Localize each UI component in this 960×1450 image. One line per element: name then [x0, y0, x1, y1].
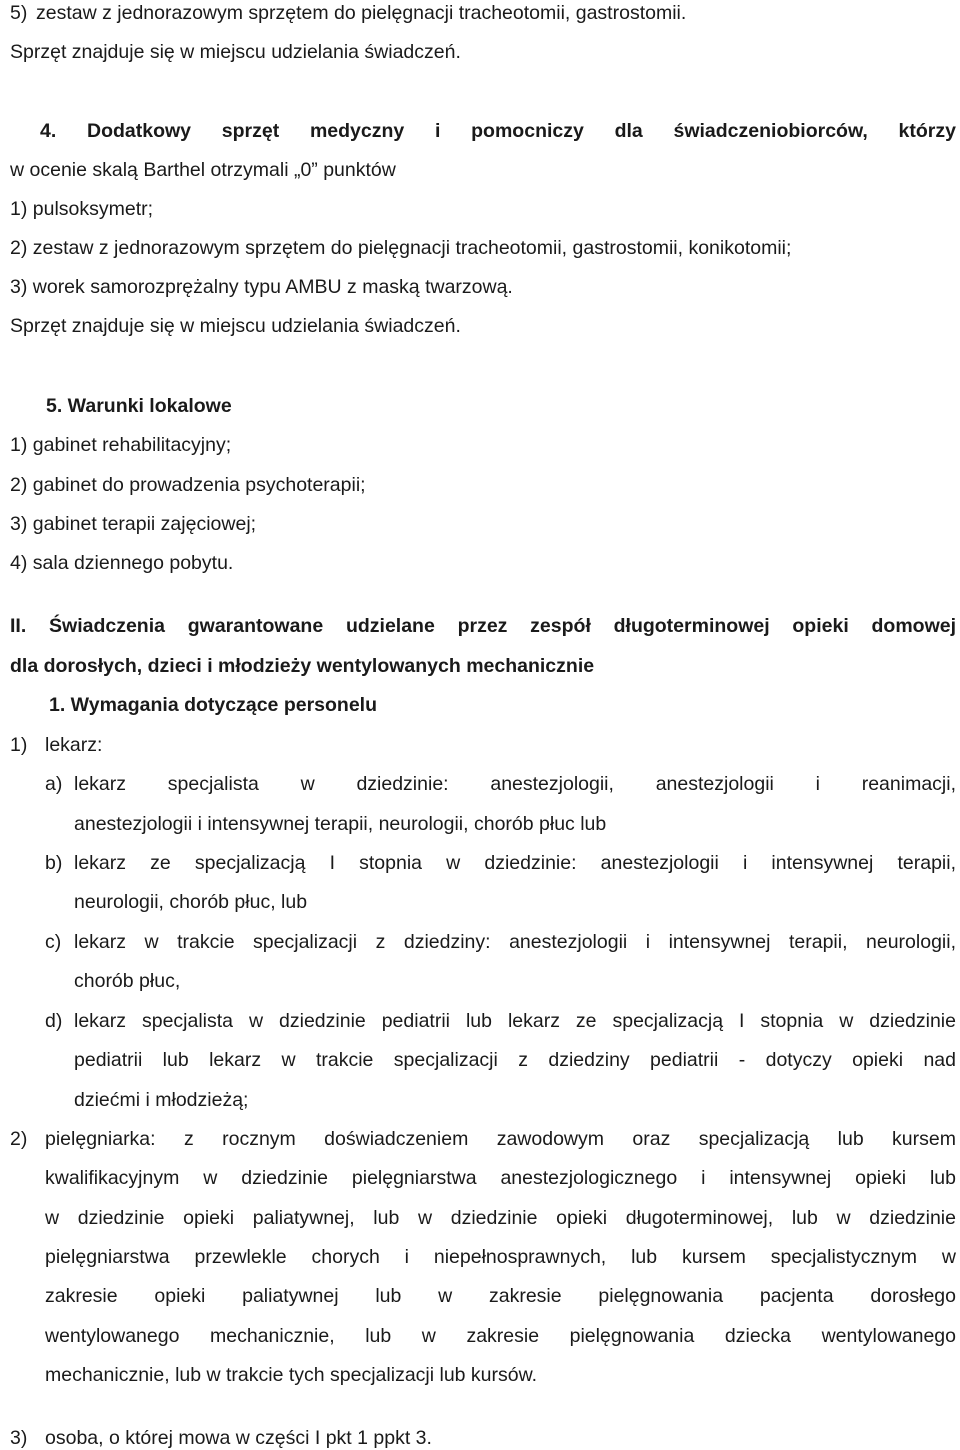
list-item-label: 2) — [10, 474, 28, 496]
location-note: Sprzęt znajduje się w miejscu udzielania świadczeń. — [10, 41, 461, 63]
sub-item-label: b) — [45, 852, 63, 874]
sub-item-text-cont: anestezjologii i intensywnej terapii, neurologii, chorób płuc lub — [74, 813, 607, 835]
list-item-label: 1) — [10, 434, 28, 456]
list-item-text: lekarz: — [45, 734, 103, 756]
list-item-text-cont: wentylowanego mechanicznie, lub w zakresie pielęgnowania dziecka wentylowanego — [45, 1325, 956, 1347]
list-item-text-cont: pielęgniarstwa przewlekle chorych i niepełnosprawnych, lub kursem specjalistycznym w — [45, 1246, 956, 1268]
list-item — [10, 275, 513, 299]
list-item — [10, 551, 233, 575]
sub-item-label: d) — [45, 1010, 63, 1032]
sub-item-text: lekarz specjalista w dziedzinie: anestezjologii, anestezjologii i reanimacji, — [74, 773, 956, 795]
list-item-label: 2) — [10, 1128, 28, 1150]
list-item-label: 3) — [10, 1427, 28, 1449]
list-item-label: 1) — [10, 198, 28, 220]
sub-item-text: lekarz w trakcie specjalizacji z dziedziny: anestezjologii i intensywnej terapii, neurologii, — [74, 931, 956, 953]
list-item — [10, 512, 256, 536]
list-item-text-cont: mechanicznie, lub w trakcie tych specjalizacji lub kursów. — [45, 1364, 538, 1386]
location-note: Sprzęt znajduje się w miejscu udzielania świadczeń. — [10, 315, 461, 337]
sub-item-label: c) — [45, 931, 62, 953]
sub-item-text-cont: pediatrii lub lekarz w trakcie specjalizacji z dziedziny pediatrii - dotyczy opieki nad — [74, 1049, 956, 1071]
part-2-title-cont: dla dorosłych, dzieci i młodzieży wentylowanych mechanicznie — [10, 655, 595, 677]
list-item-text: gabinet rehabilitacyjny; — [32, 434, 232, 456]
part-2-subtitle: 1. Wymagania dotyczące personelu — [49, 694, 378, 716]
list-item-text: gabinet terapii zajęciowej; — [32, 513, 257, 535]
list-item-text: gabinet do prowadzenia psychoterapii; — [32, 474, 366, 496]
list-item-text: zestaw z jednorazowym sprzętem do pielęgnacji tracheotomii, gastrostomii, konikotomii; — [32, 237, 792, 259]
list-item-text: sala dziennego pobytu. — [32, 552, 234, 574]
sub-item-text-cont: dziećmi i młodzieżą; — [74, 1089, 249, 1111]
section-4-title-cont: w ocenie skalą Barthel otrzymali „0” punktów — [10, 159, 396, 181]
list-item — [10, 236, 791, 260]
list-item-text: zestaw z jednorazowym sprzętem do pielęgnacji tracheotomii, gastrostomii. — [36, 2, 687, 24]
list-item-text: osoba, o której mowa w części I pkt 1 ppkt 3. — [45, 1427, 432, 1449]
list-item-label: 5) — [10, 2, 28, 24]
list-item-label: 4) — [10, 552, 28, 574]
sub-item-text: lekarz ze specjalizacją I stopnia w dziedzinie: anestezjologii i intensywnej terapii, — [74, 852, 956, 874]
sub-item-label: a) — [45, 773, 63, 795]
part-2-title: II. Świadczenia gwarantowane udzielane przez zespół długoterminowej opieki domowej — [10, 615, 956, 637]
list-item — [10, 433, 231, 457]
list-item-label: 2) — [10, 237, 28, 259]
sub-item-text: lekarz specjalista w dziedzinie pediatrii lub lekarz ze specjalizacją I stopnia w dziedzinie — [74, 1010, 956, 1032]
section-5-title: 5. Warunki lokalowe — [46, 395, 232, 417]
list-item — [10, 197, 153, 221]
list-item-text: pielęgniarka: z rocznym doświadczeniem zawodowym oraz specjalizacją lub kursem — [45, 1128, 956, 1150]
list-item-label: 1) — [10, 734, 28, 756]
sub-item-text-cont: neurologii, chorób płuc, lub — [74, 891, 308, 913]
list-item-text-cont: kwalifikacyjnym w dziedzinie pielęgniarstwa anestezjologicznego i intensywnej opieki lub — [45, 1167, 956, 1189]
list-item-label: 3) — [10, 513, 28, 535]
section-4-title: 4. Dodatkowy sprzęt medyczny i pomocniczy dla świadczeniobiorców, którzy — [40, 120, 956, 142]
sub-item-text-cont: chorób płuc, — [74, 970, 181, 992]
list-item — [10, 473, 366, 497]
list-item-text-cont: w dziedzinie opieki paliatywnej, lub w dziedzinie opieki długoterminowej, lub w dziedzinie — [45, 1207, 956, 1229]
list-item-text: worek samorozprężalny typu AMBU z maską twarzową. — [32, 276, 513, 298]
list-item-text: pulsoksymetr; — [32, 198, 154, 220]
list-item-label: 3) — [10, 276, 28, 298]
list-item-text-cont: zakresie opieki paliatywnej lub w zakresie pielęgnowania pacjenta dorosłego — [45, 1285, 956, 1307]
